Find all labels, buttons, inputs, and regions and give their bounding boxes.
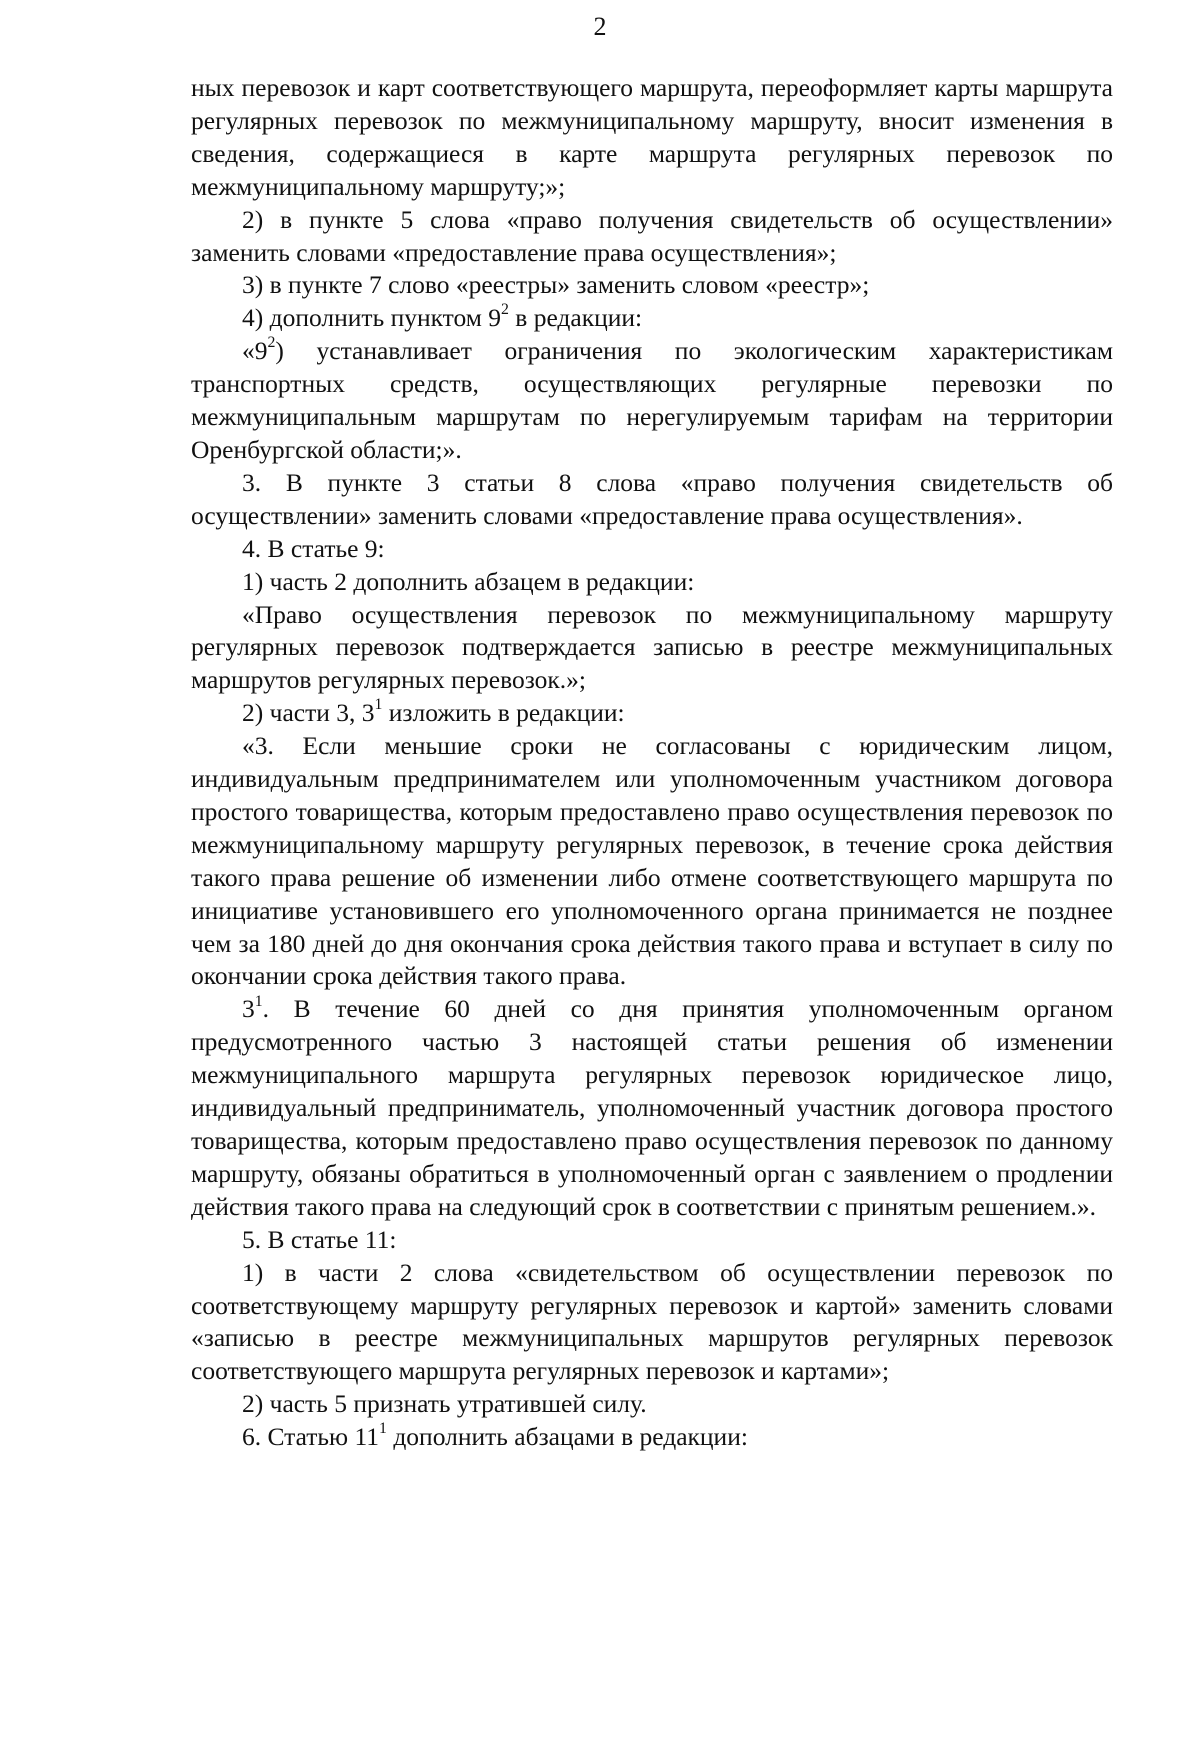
paragraph bbox=[191, 335, 1113, 467]
paragraph-text: . В течение 60 дней со дня принятия уполномоченным органом предусмотренного частью 3 настоящей статьи решения об изменении межмуниципального маршрута регулярных перевозок юридическое лицо, индивидуальный предприниматель, уполномоченный участник договора простого товарищества, которым предоставлено право осуществления перевозок по данному маршруту, обязаны обратиться в уполномоченный орган с заявлением о продлении действия такого права на следующий срок в соответствии с принятым решением.». bbox=[191, 994, 1113, 1221]
paragraph-text: изложить в редакции: bbox=[382, 698, 625, 728]
paragraph: 2) часть 5 признать утратившей силу. bbox=[242, 1389, 647, 1419]
page-number: 2 bbox=[593, 12, 607, 41]
superscript: 2 bbox=[501, 301, 509, 319]
superscript: 2 bbox=[267, 334, 276, 352]
paragraph: 2) в пункте 5 слова «право получения свидетельств об осуществлении» заменить словами «предоставление права осуществления»; bbox=[191, 204, 1113, 267]
superscript: 1 bbox=[379, 1420, 387, 1438]
paragraph: «3. Если меньшие сроки не согласованы с юридическим лицом, индивидуальным предпринимателем или уполномоченным участником договора простого товарищества, которым предоставлено право осуществления перевозок по межмуниципальному маршруту регулярных перевозок, в течение срока действия такого права решение об изменении либо отмене соответствующего маршрута по инициативе установившего его уполномоченного органа принимается не позднее чем за 180 дней до дня окончания срока действия такого права и вступает в силу по окончании срока действия такого права. bbox=[191, 731, 1113, 991]
paragraph: 4. В статье 9: bbox=[242, 533, 385, 563]
paragraph-text: ) устанавливает ограничения по экологическим характеристикам транспортных средств, осуществляющих регулярные перевозки по межмуниципальным маршрутам по нерегулируемым тарифам на территории Оренбургской области;». bbox=[191, 336, 1113, 464]
superscript: 1 bbox=[374, 696, 383, 714]
paragraph bbox=[191, 302, 1113, 335]
paragraph: 1) в части 2 слова «свидетельством об осуществлении перевозок по соответствующему маршруту регулярных перевозок и картой» заменить словами «записью в реестре межмуниципальных маршрутов регулярных перевозок соответствующего маршрута регулярных перевозок и картами»; bbox=[191, 1257, 1113, 1386]
superscript: 1 bbox=[254, 992, 263, 1010]
paragraph: 5. В статье 11: bbox=[242, 1224, 397, 1254]
paragraph: 1) часть 2 дополнить абзацем в редакции: bbox=[242, 566, 695, 596]
document-body bbox=[191, 72, 1113, 1454]
paragraph-text: в редакции: bbox=[508, 303, 643, 333]
paragraph: «Право осуществления перевозок по межмуниципальному маршруту регулярных перевозок подтверждается записью в реестре межмуниципальных маршрутов регулярных перевозок.»; bbox=[191, 599, 1113, 695]
paragraph: ных перевозок и карт соответствующего маршрута, переоформляет карты маршрута регулярных перевозок по межмуниципальному маршруту, вносит изменения в сведения, содержащиеся в карте маршрута регулярных перевозок по межмуниципальному маршруту;»; bbox=[191, 73, 1113, 201]
paragraph bbox=[191, 697, 1113, 730]
paragraph-text: «9 bbox=[242, 336, 268, 366]
paragraph-text: 6. Статью 11 bbox=[242, 1422, 380, 1452]
paragraph bbox=[191, 993, 1113, 1223]
paragraph-text: 4) дополнить пунктом 9 bbox=[242, 303, 501, 333]
paragraph: 3. В пункте 3 статьи 8 слова «право получения свидетельств об осуществлении» заменить словами «предоставление права осуществления». bbox=[191, 467, 1113, 530]
paragraph-text: 3 bbox=[242, 994, 255, 1024]
paragraph: 3) в пункте 7 слово «реестры» заменить словом «реестр»; bbox=[242, 270, 870, 300]
paragraph bbox=[191, 1421, 1113, 1454]
paragraph-text: 2) части 3, 3 bbox=[242, 698, 375, 728]
paragraph-text: дополнить абзацами в редакции: bbox=[386, 1422, 748, 1452]
